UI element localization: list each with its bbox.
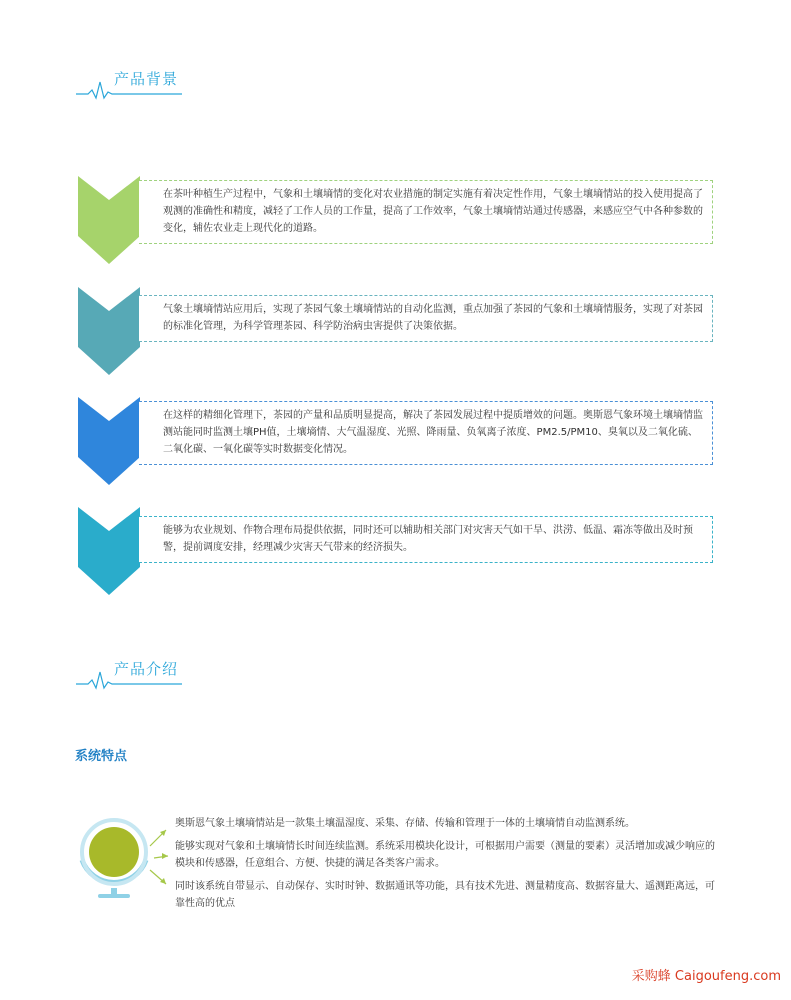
feature-item-1: 奥斯恩气象土壤墒情站是一款集土壤温湿度、采集、存储、传输和管理于一体的土壤墒情自动监测系统。 bbox=[175, 818, 635, 829]
step-4-text: 能够为农业规划、作物合理布局提供依据，同时还可以辅助相关部门对灾害天气如干旱、洪涝、低温、霜冻等做出及时预警，提前调度安排，经理减少灾害天气带来的经济损失。 bbox=[139, 516, 713, 563]
section-title-background: 产品背景 bbox=[114, 70, 179, 88]
step-1-text: 在茶叶种植生产过程中，气象和土壤墒情的变化对农业措施的制定实施有着决定性作用，气象土壤墒情站的投入使用提高了观测的准确性和精度，减轻了工作人员的工作量，提高了工作效率，气象土壤墒情站通过传感器，来感应空气中各种参数的变化，辅佐农业走上现代化的道路。 bbox=[139, 180, 713, 244]
globe-icon bbox=[70, 808, 170, 908]
watermark: 采购蜂 Caigoufeng.com bbox=[631, 969, 781, 984]
step-2-text: 气象土壤墒情站应用后，实现了茶园气象土壤墒情站的自动化监测，重点加强了茶园的气象和土壤墒情服务，实现了对茶园的标准化管理，为科学管理茶园、科学防治病虫害提供了决策依据。 bbox=[139, 295, 713, 342]
chevron-down-icon bbox=[78, 176, 140, 264]
features-list bbox=[175, 815, 720, 918]
chevron-down-icon bbox=[78, 507, 140, 595]
section-header-intro bbox=[74, 658, 184, 692]
feature-item-2: 能够实现对气象和土壤墒情长时间连续监测。系统采用模块化设计，可根据用户需要（测量的要素）灵活增加或减少响应的模块和传感器，任意组合、方便、快捷的满足各类客户需求。 bbox=[175, 841, 715, 869]
feature-item-3: 同时该系统自带显示、自动保存、实时时钟、数据通讯等功能，具有技术先进、测量精度高、数据容量大、遥测距离远，可靠性高的优点 bbox=[175, 881, 715, 909]
features-title: 系统特点 bbox=[75, 749, 128, 764]
step-3-text: 在这样的精细化管理下，茶园的产量和品质明显提高，解决了茶园发展过程中提质增效的问题。奥斯恩气象环境土壤墒情监测站能同时监测土壤PH值，土壤墒情、大气温湿度、光照、降雨量、负氧离子浓度、PM2.5/PM10、臭氧以及二氧化硫、二氧化碳、一氧化碳等实时数据变化情况。 bbox=[139, 401, 713, 465]
chevron-down-icon bbox=[78, 397, 140, 485]
section-title-intro: 产品介绍 bbox=[114, 660, 179, 678]
chevron-down-icon bbox=[78, 287, 140, 375]
section-header-background bbox=[74, 68, 184, 102]
